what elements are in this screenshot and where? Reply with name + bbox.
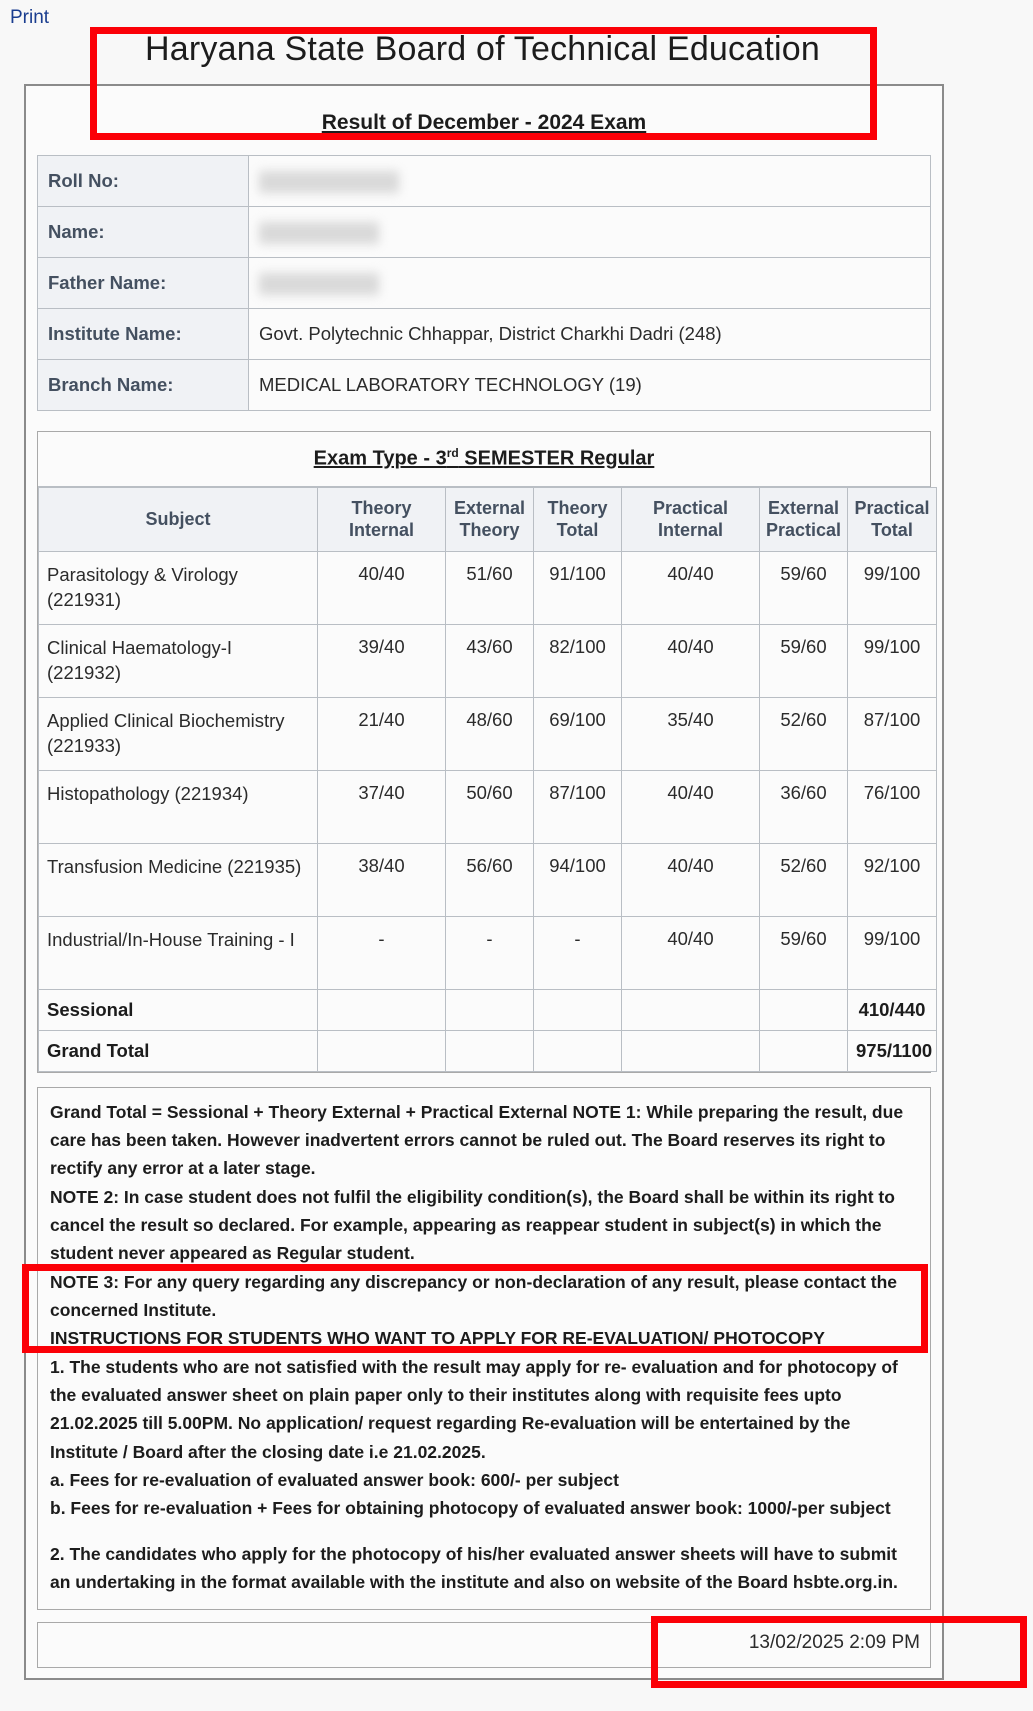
reevaluation-fee-b: b. Fees for re-evaluation + Fees for obtaining photocopy of evaluated answer book: 1000/-per subject (50, 1498, 891, 1519)
marks-cell-practical-total: 76/100 (848, 770, 937, 843)
subject-name: Transfusion Medicine (221935) (39, 843, 318, 916)
student-info-row (38, 258, 931, 309)
reevaluation-instruction-2: 2. The candidates who apply for the photocopy of his/her evaluated answer sheets will have to submit an undertaking in the format available with the institute and also on website of the Board hsbte.org.in. (50, 1543, 898, 1593)
empty-cell (534, 989, 622, 1030)
exam-type-suffix: SEMESTER Regular (458, 447, 655, 470)
student-info-label: Father Name: (38, 258, 249, 309)
marks-cell-external-theory: 43/60 (446, 624, 534, 697)
grand-total-value: 975/1100 (848, 1030, 937, 1071)
student-info-value (249, 156, 931, 207)
empty-cell (622, 1030, 760, 1071)
student-info-value (249, 207, 931, 258)
marks-cell-external-practical: 59/60 (760, 551, 848, 624)
marks-column-header: External Theory (446, 487, 534, 551)
redacted-value (259, 171, 399, 193)
result-subtitle: Result of December - 2024 Exam (321, 111, 647, 134)
empty-cell (622, 989, 760, 1030)
marks-cell-theory-total: 91/100 (534, 551, 622, 624)
marks-cell-theory-internal: 40/40 (318, 551, 446, 624)
student-info-row (38, 207, 931, 258)
footer-bar (37, 1622, 931, 1668)
marks-table (38, 487, 937, 1072)
marks-cell-external-theory: 56/60 (446, 843, 534, 916)
student-info-label: Name: (38, 207, 249, 258)
marks-cell-theory-internal: 39/40 (318, 624, 446, 697)
marks-cell-external-practical: 59/60 (760, 916, 848, 989)
sessional-value: 410/440 (848, 989, 937, 1030)
print-link[interactable]: Print (10, 7, 50, 28)
student-info-table (37, 155, 931, 411)
marks-table-row (39, 624, 937, 697)
marks-cell-external-theory: 51/60 (446, 551, 534, 624)
marks-cell-theory-total: 87/100 (534, 770, 622, 843)
marks-cell-theory-internal: 37/40 (318, 770, 446, 843)
reevaluation-instruction-1: 1. The students who are not satisfied with the result may apply for re- evaluation and for photocopy of the evaluated answer sheet on plain paper only to their institutes along with requisite fees upto 21.02.2025 till 5.00PM. No application/ request regarding Re-evaluation will be entertained by the Institute / Board after the closing date i.e 21.02.2025. (50, 1356, 898, 1462)
marks-table-row (39, 551, 937, 624)
marks-cell-practical-internal: 40/40 (622, 624, 760, 697)
note-2: NOTE 2: In case student does not fulfil the eligibility condition(s), the Board shall be within its right to cancel the result so declared. For example, appearing as reappear student in subject(s) in which the student never appeared as Regular student. (50, 1186, 895, 1264)
marks-cell-theory-internal: - (318, 916, 446, 989)
marks-cell-practical-internal: 40/40 (622, 770, 760, 843)
sessional-row (39, 989, 937, 1030)
marks-cell-theory-total: 69/100 (534, 697, 622, 770)
marks-cell-external-theory: 50/60 (446, 770, 534, 843)
empty-cell (318, 1030, 446, 1071)
marks-cell-external-practical: 52/60 (760, 843, 848, 916)
marks-column-header: Theory Internal (318, 487, 446, 551)
empty-cell (760, 989, 848, 1030)
empty-cell (318, 989, 446, 1030)
subject-name: Parasitology & Virology (221931) (39, 551, 318, 624)
empty-cell (446, 1030, 534, 1071)
marks-cell-theory-internal: 21/40 (318, 697, 446, 770)
marks-table-row (39, 697, 937, 770)
student-info-label: Branch Name: (38, 360, 249, 411)
marks-section (37, 431, 931, 1073)
note-grand-total-formula: Grand Total = Sessional + Theory External + Practical External NOTE 1: While preparing the result, due care has been taken. However inadvertent errors cannot be ruled out. The Board reserves its right to rectify any error at a later stage. (50, 1101, 904, 1179)
redacted-value (259, 273, 379, 295)
exam-type-ordinal-suffix: rd (446, 446, 459, 460)
marks-table-row (39, 770, 937, 843)
marks-table-header-row (39, 487, 937, 551)
student-info-value: Govt. Polytechnic Chhappar, District Charkhi Dadri (248) (249, 309, 931, 360)
marks-column-header: Subject (39, 487, 318, 551)
empty-cell (760, 1030, 848, 1071)
print-timestamp: 13/02/2025 2:09 PM (748, 1631, 920, 1653)
subject-name: Clinical Haematology-I (221932) (39, 624, 318, 697)
student-info-row (38, 309, 931, 360)
marks-cell-practical-internal: 35/40 (622, 697, 760, 770)
grand-total-row (39, 1030, 937, 1071)
marks-cell-practical-total: 87/100 (848, 697, 937, 770)
student-info-row (38, 360, 931, 411)
marks-cell-theory-total: 94/100 (534, 843, 622, 916)
marks-cell-practical-internal: 40/40 (622, 843, 760, 916)
marks-cell-practical-internal: 40/40 (622, 916, 760, 989)
marks-cell-practical-total: 92/100 (848, 843, 937, 916)
empty-cell (534, 1030, 622, 1071)
empty-cell (446, 989, 534, 1030)
marks-column-header: Theory Total (534, 487, 622, 551)
marks-column-header: Practical Total (848, 487, 937, 551)
note-3: NOTE 3: For any query regarding any discrepancy or non-declaration of any result, please contact the concerned Institute. (50, 1271, 898, 1321)
exam-type-heading (38, 432, 930, 487)
student-info-label: Roll No: (38, 156, 249, 207)
marks-table-row (39, 916, 937, 989)
marks-table-row (39, 843, 937, 916)
subject-name: Histopathology (221934) (39, 770, 318, 843)
marks-cell-theory-internal: 38/40 (318, 843, 446, 916)
marks-column-header: Practical Internal (622, 487, 760, 551)
subject-name: Industrial/In-House Training - I (39, 916, 318, 989)
marks-cell-practical-total: 99/100 (848, 624, 937, 697)
subject-name: Applied Clinical Biochemistry (221933) (39, 697, 318, 770)
sessional-label: Sessional (39, 989, 318, 1030)
marks-cell-practical-total: 99/100 (848, 916, 937, 989)
marks-cell-external-practical: 52/60 (760, 697, 848, 770)
marks-cell-external-theory: 48/60 (446, 697, 534, 770)
result-document (24, 84, 944, 1680)
board-title: Haryana State Board of Technical Education (145, 30, 820, 68)
reevaluation-fee-a: a. Fees for re-evaluation of evaluated answer book: 600/- per subject (50, 1470, 619, 1491)
marks-cell-external-practical: 36/60 (760, 770, 848, 843)
student-info-label: Institute Name: (38, 309, 249, 360)
grand-total-label: Grand Total (39, 1030, 318, 1071)
marks-cell-external-theory: - (446, 916, 534, 989)
redacted-value (259, 222, 379, 244)
marks-cell-theory-total: - (534, 916, 622, 989)
marks-cell-theory-total: 82/100 (534, 624, 622, 697)
marks-cell-external-practical: 59/60 (760, 624, 848, 697)
student-info-value (249, 258, 931, 309)
student-info-value: MEDICAL LABORATORY TECHNOLOGY (19) (249, 360, 931, 411)
student-info-row (38, 156, 931, 207)
marks-column-header: External Practical (760, 487, 848, 551)
reevaluation-instructions-heading: INSTRUCTIONS FOR STUDENTS WHO WANT TO APPLY FOR RE-EVALUATION/ PHOTOCOPY (50, 1328, 825, 1349)
notes-section (37, 1087, 931, 1610)
marks-cell-practical-total: 99/100 (848, 551, 937, 624)
marks-cell-practical-internal: 40/40 (622, 551, 760, 624)
exam-type-prefix: Exam Type - 3 (313, 447, 447, 470)
